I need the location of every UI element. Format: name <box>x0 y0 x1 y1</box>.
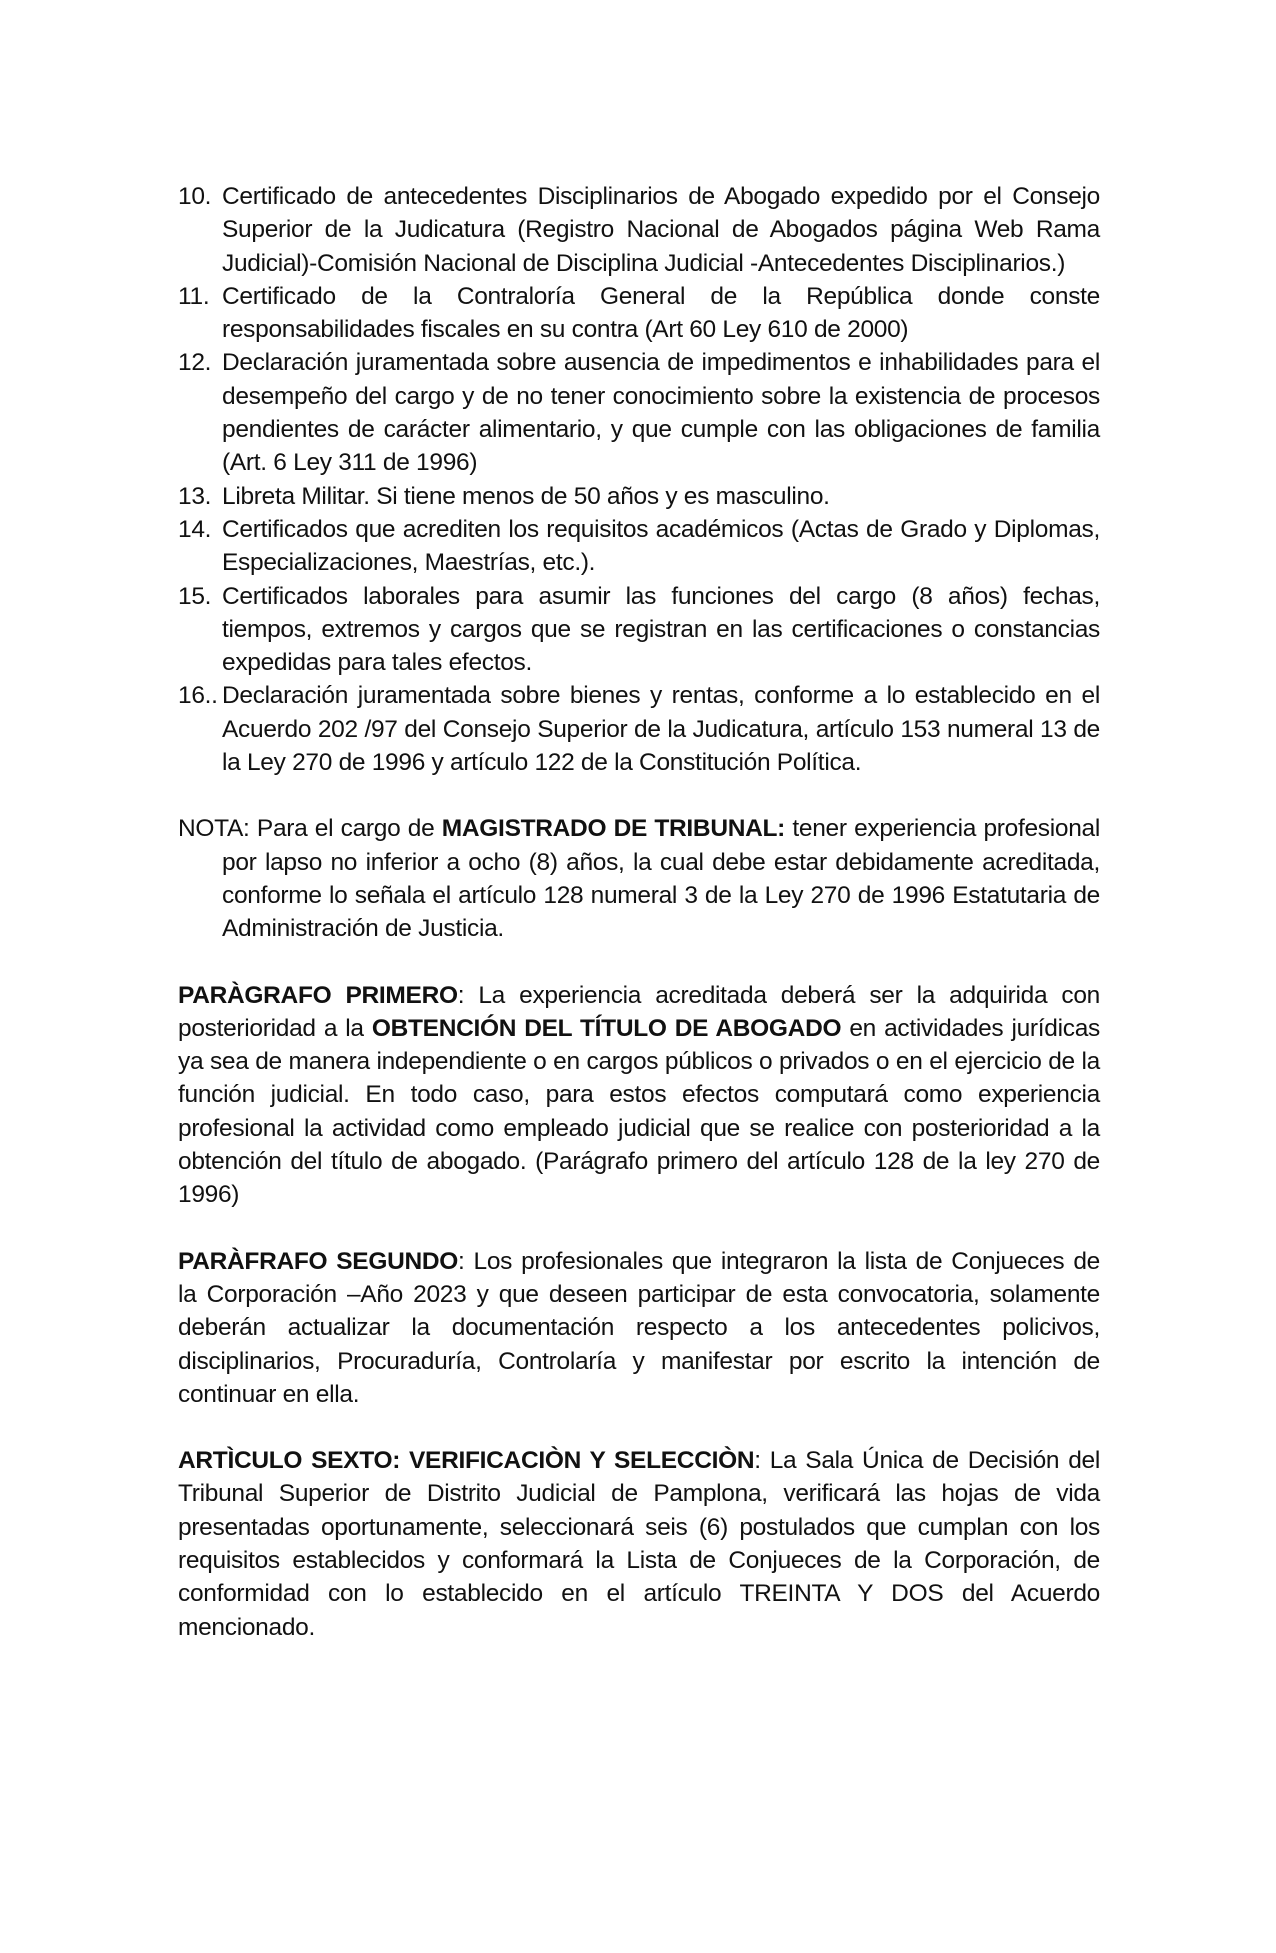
nota-prefix: NOTA: Para el cargo de <box>178 815 442 843</box>
nota-bold: MAGISTRADO DE TRIBUNAL: <box>441 815 786 843</box>
paragrafo-segundo-heading: PARÀFRAFO SEGUNDO <box>178 1247 459 1275</box>
list-item-15 <box>178 580 1100 680</box>
list-number: 11. <box>178 282 210 310</box>
paragrafo-primero <box>178 979 1100 1212</box>
list-text: Declaración juramentada sobre bienes y rentas, conforme a lo establecido en el Acuerdo 202 /97 del Consejo Superior de la Judicatura, artículo 153 numeral 13 de la Ley 270 de 1996 y artículo 122 de la Constitución Política. <box>222 682 1100 777</box>
articulo-sexto-text: : La Sala Única de Decisión del Tribunal Superior de Distrito Judicial de Pamplona, verificará las hojas de vida presentadas oportunamente, seleccionará seis (6) postulados que cumplan con los requisitos establecidos y conformará la Lista de Conjueces de la Corporación, de conformidad con lo establecido en el artículo TREINTA Y DOS del Acuerdo mencionado. <box>178 1447 1100 1641</box>
paragrafo-segundo <box>178 1245 1100 1411</box>
list-text: Certificados que acrediten los requisitos académicos (Actas de Grado y Diplomas, Especializaciones, Maestrías, etc.). <box>222 515 1100 577</box>
list-item-10 <box>178 180 1100 280</box>
list-number: 16.. <box>178 682 218 710</box>
list-text: Certificado de antecedentes Disciplinarios de Abogado expedido por el Consejo Superior de la Judicatura (Registro Nacional de Abogados página Web Rama Judicial)-Comisión Nacional de Disciplina Judicial -Antecedentes Disciplinarios.) <box>222 183 1100 277</box>
list-item-16 <box>178 679 1100 779</box>
list-number: 13. <box>178 482 212 510</box>
list-number: 12. <box>178 349 212 377</box>
list-item-13 <box>178 480 1100 513</box>
paragrafo-primero-bold: OBTENCIÓN DEL TÍTULO DE ABOGADO <box>371 1014 842 1042</box>
list-item-12 <box>178 346 1100 479</box>
nota-rest: tener experiencia profesional por lapso no inferior a ocho (8) años, la cual debe estar debidamente acreditada, conforme lo señala el artículo 128 numeral 3 de la Ley 270 de 1996 Estatutaria de Administración de Justicia. <box>222 815 1101 943</box>
nota-paragraph <box>178 812 1100 945</box>
list-text: Libreta Militar. Si tiene menos de 50 años y es masculino. <box>222 482 830 510</box>
paragrafo-segundo-text: : Los profesionales que integraron la lista de Conjueces de la Corporación –Año 2023 y que deseen participar de esta convocatoria, solamente deberán actualizar la documentación respecto a los antecedentes policivos, disciplinarios, Procuraduría, Controlaría y manifestar por escrito la intención de continuar en ella. <box>178 1247 1100 1408</box>
articulo-sexto <box>178 1444 1100 1644</box>
paragrafo-primero-text1: : La experiencia acreditada deberá ser la adquirida con posterioridad a la <box>178 981 1100 1042</box>
document-page <box>178 180 1100 1644</box>
list-text: Certificado de la Contraloría General de la República donde conste responsabilidades fiscales en su contra (Art 60 Ley 610 de 2000) <box>222 282 1100 344</box>
list-number: 14. <box>178 515 212 543</box>
list-number: 15. <box>178 582 212 610</box>
paragrafo-primero-text2: en actividades jurídicas ya sea de manera independiente o en cargos públicos o privados o en el ejercicio de la función judicial. En todo caso, para estos efectos computará como experiencia profesional la actividad como empleado judicial que se realice con posterioridad a la obtención del título de abogado. (Parágrafo primero del artículo 128 de la ley 270 de 1996) <box>178 1014 1100 1209</box>
list-text: Declaración juramentada sobre ausencia de impedimentos e inhabilidades para el desempeño del cargo y de no tener conocimiento sobre la existencia de procesos pendientes de carácter alimentario, y que cumple con las obligaciones de familia (Art. 6 Ley 311 de 1996) <box>222 349 1100 477</box>
paragrafo-primero-heading: PARÀGRAFO PRIMERO <box>178 981 458 1009</box>
articulo-sexto-heading: ARTÌCULO SEXTO: VERIFICACIÒN Y SELECCIÒN <box>178 1447 755 1475</box>
list-item-14 <box>178 513 1100 580</box>
list-item-11 <box>178 280 1100 347</box>
list-text: Certificados laborales para asumir las funciones del cargo (8 años) fechas, tiempos, extremos y cargos que se registran en las certificaciones o constancias expedidas para tales efectos. <box>222 582 1100 677</box>
list-number: 10. <box>178 183 212 210</box>
